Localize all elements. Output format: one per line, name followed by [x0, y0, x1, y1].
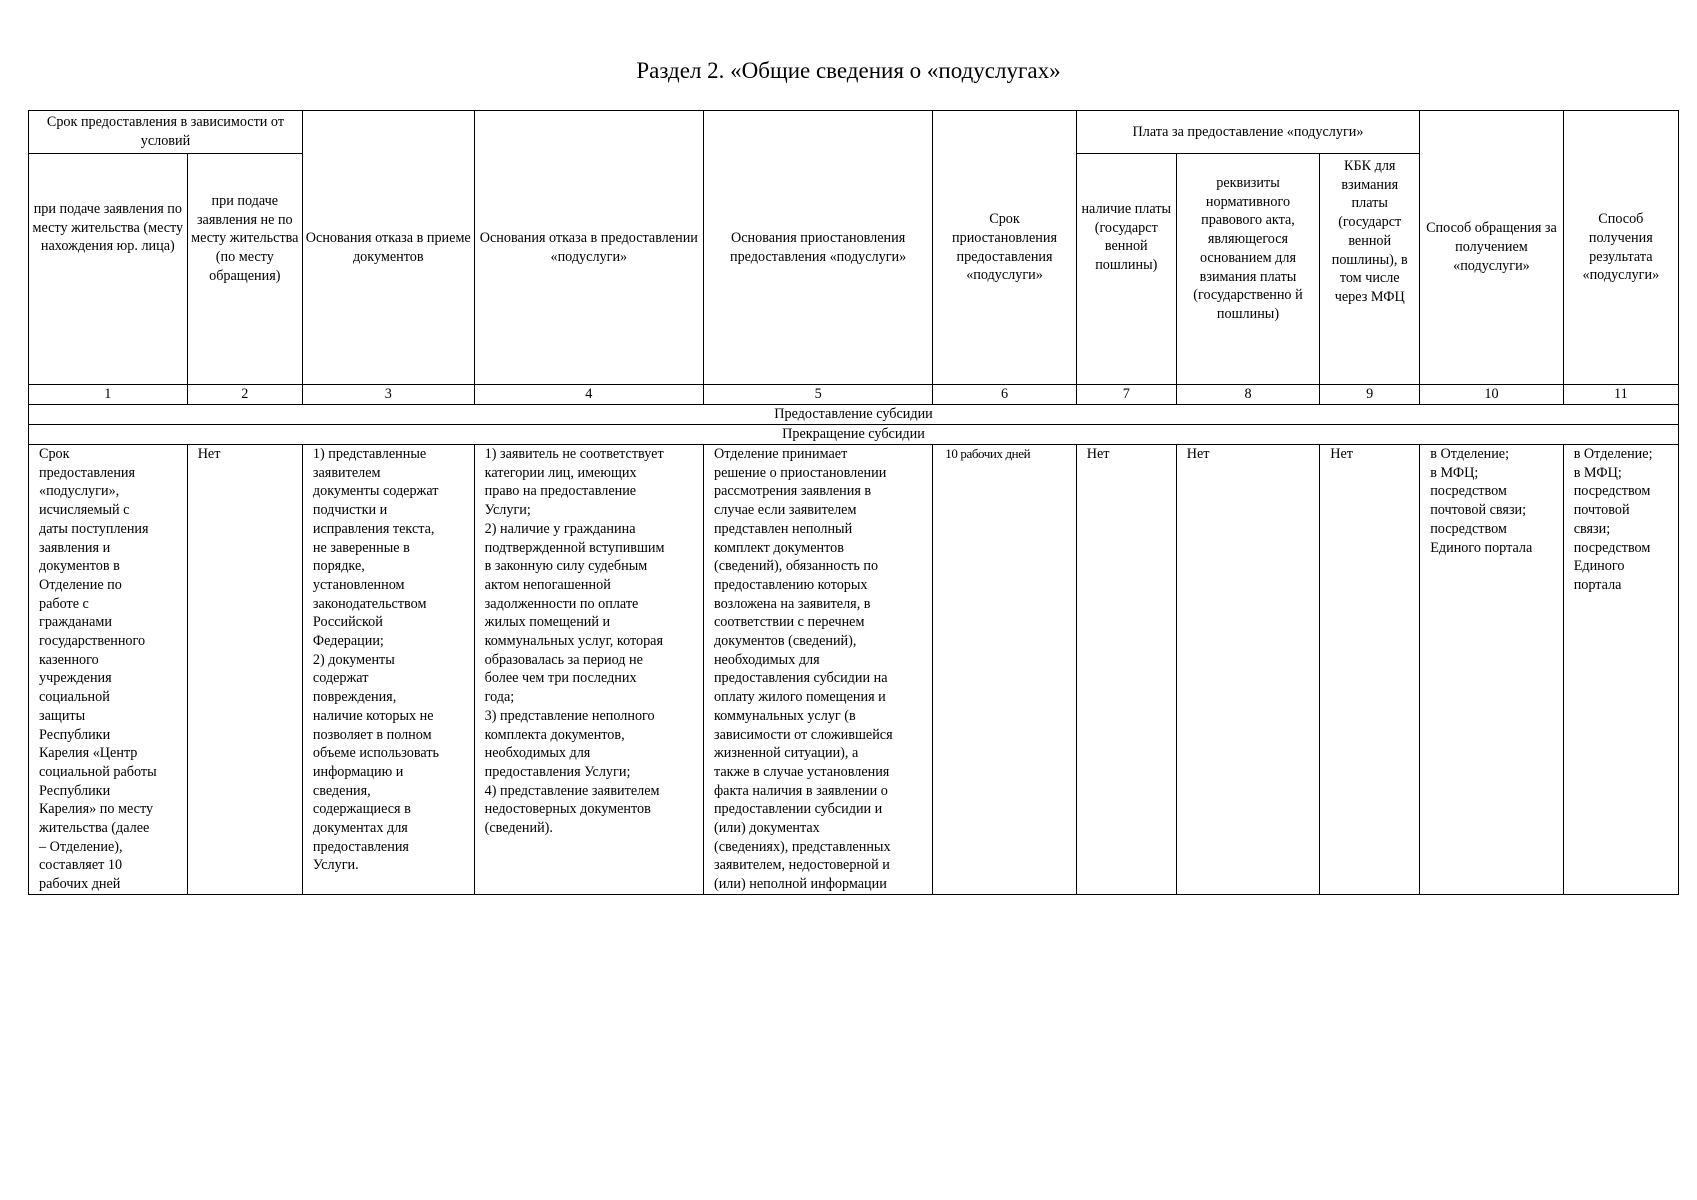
section-row-termination: [29, 425, 1679, 445]
header-col-4: Основания отказа в предоставлении «подуслуги»: [474, 111, 703, 385]
header-col-2: при подаче заявления не по месту жительства (по месту обращения): [187, 154, 302, 385]
header-term-group: Срок предоставления в зависимости от условий: [29, 111, 303, 154]
column-number: 2: [187, 385, 302, 405]
column-number: 9: [1320, 385, 1420, 405]
header-col-3: Основания отказа в приеме документов: [302, 111, 474, 385]
subservice-table: [28, 110, 1679, 895]
column-number: 5: [703, 385, 932, 405]
header-col-11: Способ получения результата «подуслуги»: [1563, 111, 1678, 385]
cell-suspension-term: 10 рабочих дней: [933, 445, 1076, 895]
page-title: Раздел 2. «Общие сведения о «подуслугах»: [636, 58, 1061, 83]
header-col-10: Способ обращения за получением «подуслуги»: [1420, 111, 1563, 385]
column-number: 3: [302, 385, 474, 405]
cell-application-method: в Отделение; в МФЦ; посредством почтовой связи; посредством Единого портала: [1420, 445, 1563, 895]
header-col-8: реквизиты нормативного правового акта, являющегося основанием для взимания платы (государственно й пошлины): [1176, 154, 1319, 385]
column-number: 11: [1563, 385, 1678, 405]
header-col-9: КБК для взимания платы (государст венной пошлины), в том числе через МФЦ: [1320, 154, 1420, 385]
cell-suspension-grounds: Отделение принимает решение о приостановлении рассмотрения заявления в случае если заявителем представлен неполный комплект документов (сведений), обязанность по предоставлению которых возложена на заявителя, в соответствии с перечнем документов (сведений), необходимых для предоставления субсидии на оплату жилого помещения и коммунальных услуг (в зависимости от сложившейся жизненной ситуации), а также в случае установления факта наличия в заявлении о предоставлении субсидии и (или) документах (сведениях), представленных заявителем, недостоверной и (или) неполной информации: [703, 445, 932, 895]
cell-fee-legal-act: Нет: [1176, 445, 1319, 895]
cell-term-residence: Срок предоставления «подуслуги», исчисляемый с даты поступления заявления и документов в Отделение по работе с гражданами государственного казенного учреждения социальной защиты Республики Карелия «Центр социальной работы Республики Карелия» по месту жительства (далее – Отделение), составляет 10 рабочих дней: [29, 445, 188, 895]
header-col-1: при подаче заявления по месту жительства (месту нахождения юр. лица): [29, 154, 188, 385]
cell-refusal-acceptance: 1) представленные заявителем документы содержат подчистки и исправления текста, не заверенные в порядке, установленном законодательством Российской Федерации; 2) документы содержат повреждения, наличие которых не позволяет в полном объеме использовать информацию и сведения, содержащиеся в документах для предоставления Услуги.: [302, 445, 474, 895]
cell-refusal-provision: 1) заявитель не соответствует категории лиц, имеющих право на предоставление Услуги; 2) наличие у гражданина подтвержденной вступившим в законную силу судебным актом непогашенной задолженности по оплате жилых помещений и коммунальных услуг, которая образовалась за период не более чем три последних года; 3) представление неполного комплекта документов, необходимых для предоставления Услуги; 4) представление заявителем недостоверных документов (сведений).: [474, 445, 703, 895]
header-col-6: Срок приостановления предоставления «подуслуги»: [933, 111, 1076, 385]
cell-fee-presence: Нет: [1076, 445, 1176, 895]
header-fee-group: Плата за предоставление «подуслуги»: [1076, 111, 1419, 154]
section-heading-termination: Прекращение субсидии: [29, 425, 1679, 445]
column-number: 8: [1176, 385, 1319, 405]
header-row-1: [29, 111, 1679, 154]
column-number: 1: [29, 385, 188, 405]
column-number: 10: [1420, 385, 1563, 405]
column-numbers-row: [29, 385, 1679, 405]
column-number: 7: [1076, 385, 1176, 405]
header-col-7: наличие платы (государст венной пошлины): [1076, 154, 1176, 385]
cell-term-other: Нет: [187, 445, 302, 895]
cell-result-method: в Отделение; в МФЦ; посредством почтовой связи; посредством Единого портала: [1563, 445, 1678, 895]
section-heading-provision: Предоставление субсидии: [29, 405, 1679, 425]
column-number: 4: [474, 385, 703, 405]
table-row: [29, 445, 1679, 895]
column-number: 6: [933, 385, 1076, 405]
section-row-provision: [29, 405, 1679, 425]
header-col-5: Основания приостановления предоставления «подуслуги»: [703, 111, 932, 385]
cell-fee-kbk: Нет: [1320, 445, 1420, 895]
